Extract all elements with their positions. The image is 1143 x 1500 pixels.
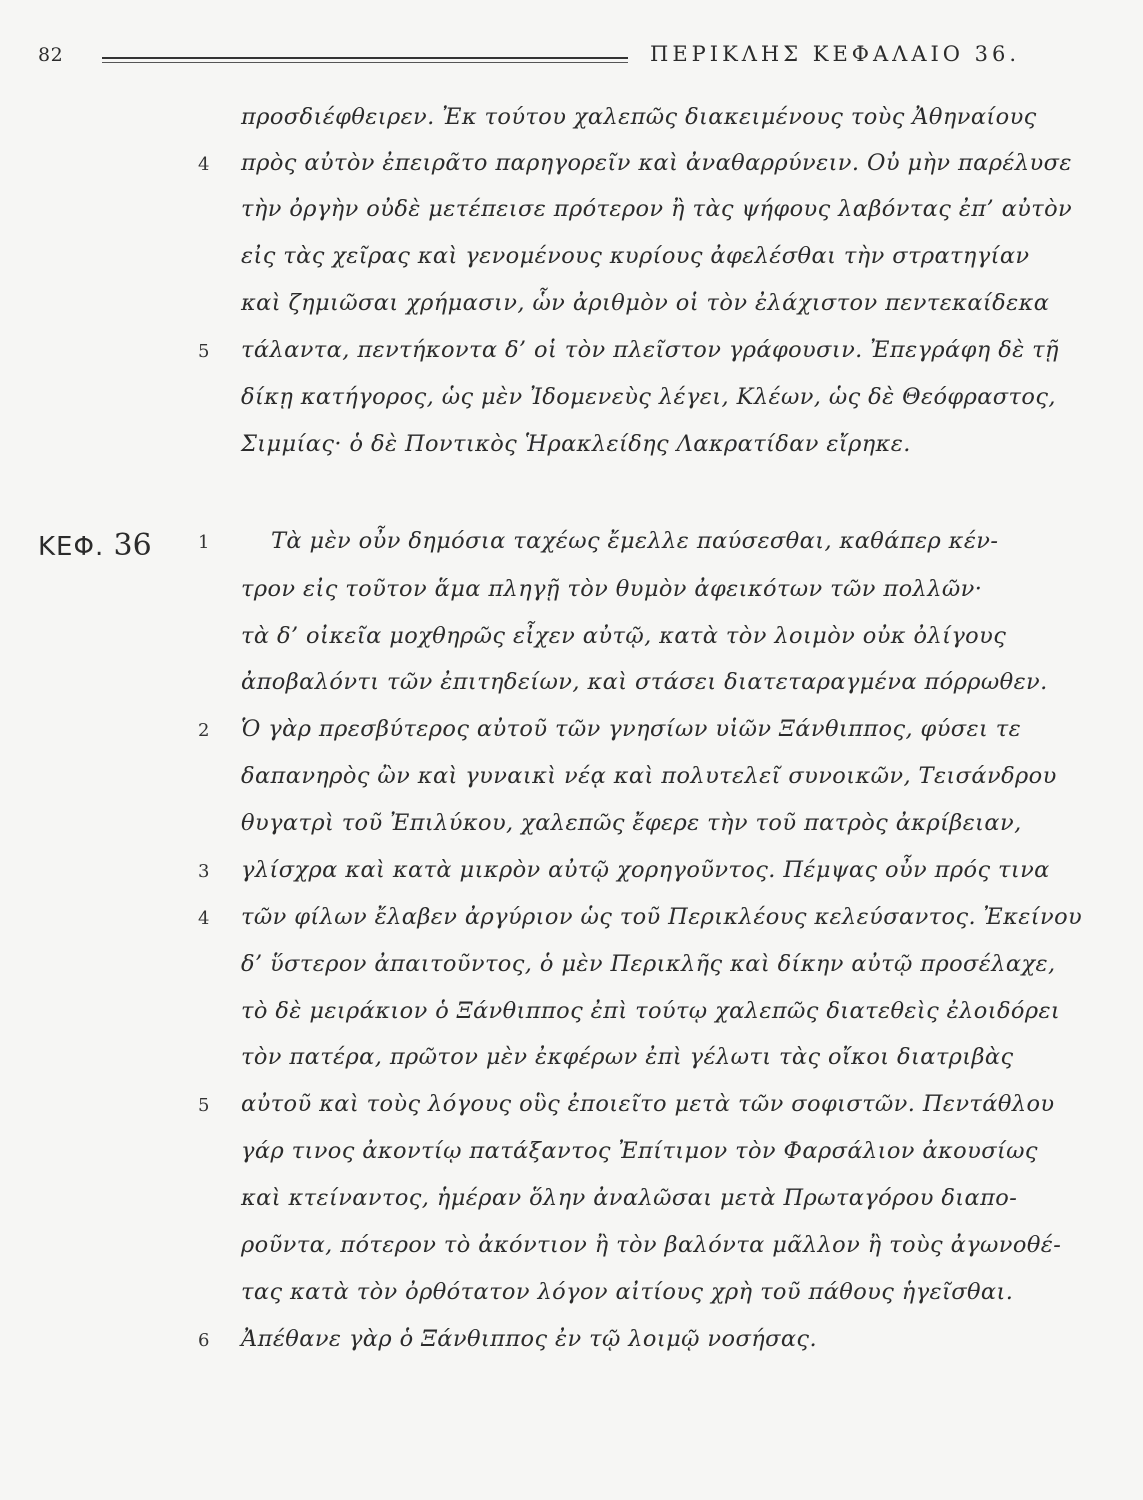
text-line: γλίσχρα καὶ κατὰ μικρὸν αὐτῷ χορηγοῦντος. Πέμψας οὖν πρός τινα	[241, 857, 1050, 883]
text-line: δίκῃ κατήγορος, ὡς μὲν Ἰδομενεὺς λέγει, Κλέων, ὡς δὲ Θεόφραστος,	[241, 384, 1056, 410]
line-number: 4	[198, 154, 210, 175]
running-title: ΠΕΡΙΚΛΗΣ ΚΕΦΑΛΑΙΟ 36.	[650, 42, 1021, 66]
text-line: τρον εἰς τοῦτον ἅμα πληγῇ τὸν θυμὸν ἀφεικότων τῶν πολλῶν·	[241, 576, 983, 602]
text-line: Ὁ γὰρ πρεσβύτερος αὐτοῦ τῶν γνησίων υἱῶν Ξάνθιππος, φύσει τε	[241, 716, 1022, 742]
chapter-number: 36	[113, 528, 152, 563]
text-line: τας κατὰ τὸν ὀρθότατον λόγον αἰτίους χρὴ τοῦ πάθους ἡγεῖσθαι.	[241, 1279, 1014, 1305]
text-line: Τὰ μὲν οὖν δημόσια ταχέως ἔμελλε παύσεσθαι, καθάπερ κέν-	[271, 528, 999, 554]
line-number: 4	[198, 908, 210, 929]
line-number: 1	[198, 532, 210, 553]
text-line: τὰ δ’ οἰκεῖα μοχθηρῶς εἶχεν αὐτῷ, κατὰ τὸν λοιμὸν οὐκ ὀλίγους	[241, 623, 1007, 649]
line-number: 3	[198, 861, 210, 882]
chapter-label-text: ΚΕΦ.	[38, 532, 105, 562]
line-number: 5	[198, 1095, 210, 1116]
text-line: τὸ δὲ μειράκιον ὁ Ξάνθιππος ἐπὶ τούτῳ χαλεπῶς διατεθεὶς ἐλοιδόρει	[241, 998, 1061, 1024]
text-line: τὸν πατέρα, πρῶτον μὲν ἐκφέρων ἐπὶ γέλωτι τὰς οἴκοι διατριβὰς	[241, 1044, 1014, 1070]
text-line: τῶν φίλων ἔλαβεν ἀργύριον ὡς τοῦ Περικλέους κελεύσαντος. Ἐκείνου	[241, 904, 1083, 930]
text-line: καὶ κτείναντος, ἡμέραν ὅλην ἀναλῶσαι μετὰ Πρωταγόρου διαπο-	[241, 1185, 1018, 1211]
text-line: ροῦντα, πότερον τὸ ἀκόντιον ἢ τὸν βαλόντα μᾶλλον ἢ τοὺς ἀγωνοθέ-	[241, 1232, 1062, 1258]
line-number: 2	[198, 720, 210, 741]
page-number: 82	[38, 44, 64, 66]
page-header	[38, 44, 1062, 74]
text-line: δ’ ὕστερον ἀπαιτοῦντος, ὁ μὲν Περικλῆς καὶ δίκην αὐτῷ προσέλαχε,	[241, 951, 1056, 977]
text-line: θυγατρὶ τοῦ Ἐπιλύκου, χαλεπῶς ἔφερε τὴν τοῦ πατρὸς ἀκρίβειαν,	[241, 810, 1022, 836]
header-rule	[102, 57, 628, 63]
text-line: εἰς τὰς χεῖρας καὶ γενομένους κυρίους ἀφελέσθαι τὴν στρατηγίαν	[241, 243, 1030, 269]
text-line: τάλαντα, πεντήκοντα δ’ οἱ τὸν πλεῖστον γράφουσιν. Ἐπεγράφη δὲ τῇ	[241, 337, 1059, 363]
text-line: τὴν ὀργὴν οὐδὲ μετέπεισε πρότερον ἢ τὰς ψήφους λαβόντας ἐπ’ αὐτὸν	[241, 196, 1073, 222]
text-line: δαπανηρὸς ὢν καὶ γυναικὶ νέᾳ καὶ πολυτελεῖ συνοικῶν, Τεισάνδρου	[241, 763, 1057, 789]
chapter-label	[38, 528, 152, 563]
text-line: προσδιέφθειρεν. Ἐκ τούτου χαλεπῶς διακειμένους τοὺς Ἀθηναίους	[241, 104, 1037, 130]
text-line: πρὸς αὐτὸν ἐπειρᾶτο παρηγορεῖν καὶ ἀναθαρρύνειν. Οὐ μὴν παρέλυσε	[241, 150, 1072, 176]
text-line: γάρ τινος ἀκοντίῳ πατάξαντος Ἐπίτιμον τὸν Φαρσάλιον ἀκουσίως	[241, 1138, 1038, 1164]
line-number: 6	[198, 1330, 210, 1351]
text-line: Σιμμίας· ὁ δὲ Ποντικὸς Ἡρακλείδης Λακρατίδαν εἴρηκε.	[241, 431, 911, 457]
text-line: αὐτοῦ καὶ τοὺς λόγους οὓς ἐποιεῖτο μετὰ τῶν σοφιστῶν. Πεντάθλου	[241, 1091, 1055, 1117]
text-line: καὶ ζημιῶσαι χρήμασιν, ὧν ἀριθμὸν οἱ τὸν ἐλάχιστον πεντεκαίδεκα	[241, 290, 1050, 316]
text-line: Ἀπέθανε γὰρ ὁ Ξάνθιππος ἐν τῷ λοιμῷ νοσήσας.	[241, 1326, 817, 1352]
line-number: 5	[198, 341, 210, 362]
text-line: ἀποβαλόντι τῶν ἐπιτηδείων, καὶ στάσει διατεταραγμένα πόρρωθεν.	[241, 669, 1048, 695]
